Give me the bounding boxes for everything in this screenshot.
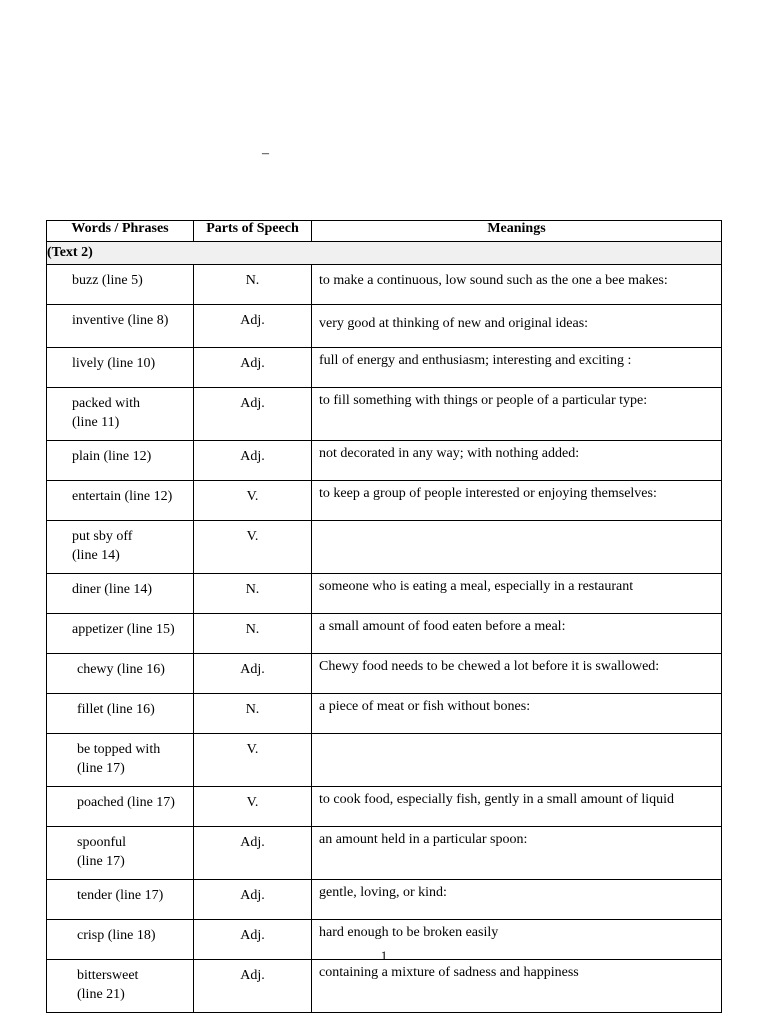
- pos-cell: V.: [194, 481, 312, 521]
- pos-cell: Adj.: [194, 827, 312, 880]
- section-label: (Text 2): [47, 242, 722, 265]
- word-cell: chewy (line 16): [47, 654, 194, 694]
- word-cell: tender (line 17): [47, 880, 194, 920]
- word-line-1: be topped with: [77, 742, 161, 757]
- pos-cell: V.: [194, 787, 312, 827]
- pos-cell: N.: [194, 265, 312, 305]
- word-cell: [47, 960, 194, 1013]
- table-row: [47, 441, 722, 481]
- meaning-cell: containing a mixture of sadness and happiness: [312, 960, 722, 1013]
- word-cell: [47, 388, 194, 441]
- word-cell: plain (line 12): [47, 441, 194, 481]
- table-row: [47, 960, 722, 1013]
- pos-cell: V.: [194, 734, 312, 787]
- table-header-row: [47, 221, 722, 242]
- word-cell: diner (line 14): [47, 574, 194, 614]
- word-cell: inventive (line 8): [47, 305, 194, 348]
- meaning-cell: a piece of meat or fish without bones:: [312, 694, 722, 734]
- word-cell: fillet (line 16): [47, 694, 194, 734]
- meaning-cell: someone who is eating a meal, especially in a restaurant: [312, 574, 722, 614]
- meaning-cell: hard enough to be broken easily: [312, 920, 722, 960]
- word-line-2: (line 11): [72, 415, 120, 430]
- pos-cell: Adj.: [194, 654, 312, 694]
- table-row: [47, 787, 722, 827]
- word-cell: [47, 734, 194, 787]
- meaning-cell: full of energy and enthusiasm; interesting and exciting :: [312, 348, 722, 388]
- meaning-cell: [312, 521, 722, 574]
- meaning-cell: not decorated in any way; with nothing added:: [312, 441, 722, 481]
- word-line-1: put sby off: [72, 529, 133, 544]
- pos-cell: N.: [194, 614, 312, 654]
- word-cell: [47, 827, 194, 880]
- pos-cell: Adj.: [194, 960, 312, 1013]
- word-line-2: (line 17): [77, 854, 125, 869]
- meaning-cell: an amount held in a particular spoon:: [312, 827, 722, 880]
- pos-cell: Adj.: [194, 441, 312, 481]
- word-line-1: bittersweet: [77, 968, 139, 983]
- word-cell: appetizer (line 15): [47, 614, 194, 654]
- word-cell: lively (line 10): [47, 348, 194, 388]
- meaning-cell: to fill something with things or people of a particular type:: [312, 388, 722, 441]
- table-row: [47, 734, 722, 787]
- table-row: [47, 827, 722, 880]
- word-line-2: (line 14): [72, 548, 120, 563]
- pos-cell: Adj.: [194, 920, 312, 960]
- word-line-2: (line 17): [77, 761, 125, 776]
- table-row: [47, 694, 722, 734]
- meaning-cell: to make a continuous, low sound such as the one a bee makes:: [312, 265, 722, 305]
- header-meanings: Meanings: [312, 221, 722, 242]
- table-row: [47, 348, 722, 388]
- table-row: [47, 614, 722, 654]
- header-words: Words / Phrases: [47, 221, 194, 242]
- word-line-1: spoonful: [77, 835, 126, 850]
- pos-cell: Adj.: [194, 388, 312, 441]
- word-line-1: packed with: [72, 396, 141, 411]
- meaning-cell: to keep a group of people interested or enjoying themselves:: [312, 481, 722, 521]
- word-cell: entertain (line 12): [47, 481, 194, 521]
- dash-mark: –: [262, 146, 269, 161]
- pos-cell: Adj.: [194, 880, 312, 920]
- table-row: [47, 481, 722, 521]
- meaning-cell: gentle, loving, or kind:: [312, 880, 722, 920]
- table-row: [47, 305, 722, 348]
- table-row: [47, 521, 722, 574]
- meaning-cell: to cook food, especially fish, gently in a small amount of liquid: [312, 787, 722, 827]
- meaning-cell: [312, 734, 722, 787]
- pos-cell: Adj.: [194, 348, 312, 388]
- pos-cell: N.: [194, 694, 312, 734]
- word-line-2: (line 21): [77, 987, 125, 1002]
- meaning-cell: a small amount of food eaten before a meal:: [312, 614, 722, 654]
- word-cell: crisp (line 18): [47, 920, 194, 960]
- vocabulary-table: [46, 220, 722, 1013]
- word-cell: [47, 521, 194, 574]
- table-row: [47, 388, 722, 441]
- word-cell: buzz (line 5): [47, 265, 194, 305]
- meaning-cell: very good at thinking of new and original ideas:: [312, 305, 722, 348]
- pos-cell: V.: [194, 521, 312, 574]
- word-cell: poached (line 17): [47, 787, 194, 827]
- table-row: [47, 574, 722, 614]
- table-row: [47, 880, 722, 920]
- pos-cell: N.: [194, 574, 312, 614]
- header-parts-of-speech: Parts of Speech: [194, 221, 312, 242]
- table-row: [47, 654, 722, 694]
- section-row: [47, 242, 722, 265]
- page-number: 1: [380, 948, 388, 963]
- meaning-cell: Chewy food needs to be chewed a lot before it is swallowed:: [312, 654, 722, 694]
- pos-cell: Adj.: [194, 305, 312, 348]
- table-row: [47, 265, 722, 305]
